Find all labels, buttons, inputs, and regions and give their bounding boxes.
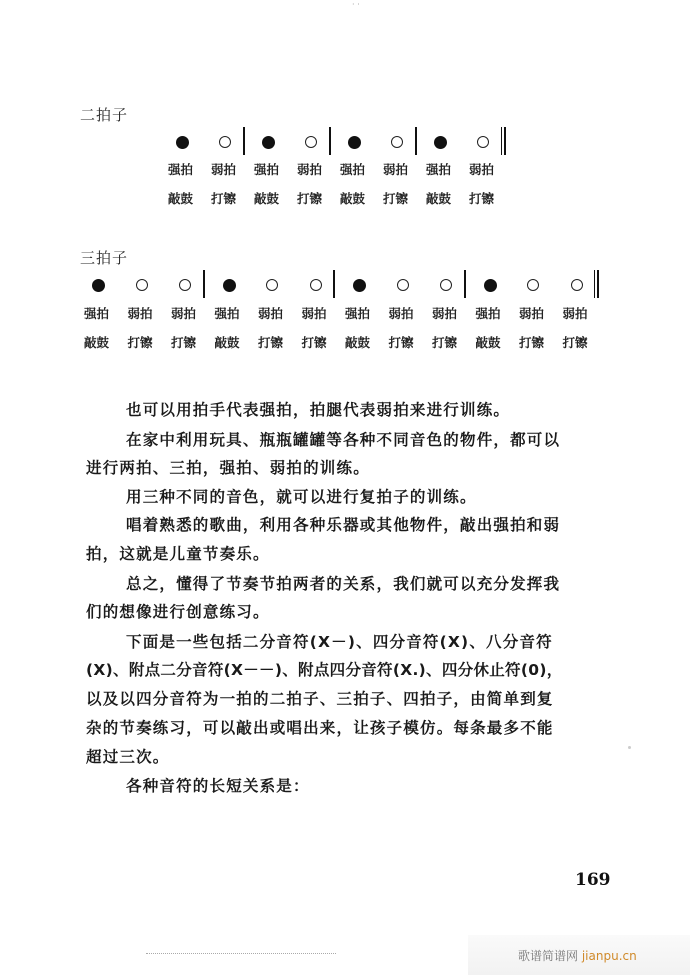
barline [203, 270, 205, 298]
triple-accent-row [84, 304, 612, 322]
action-label: 打镲 [297, 191, 323, 206]
strong-beat-icon [223, 279, 236, 292]
strong-beat-icon [434, 136, 447, 149]
accent-label: 弱拍 [432, 306, 458, 321]
action-label: 敲鼓 [214, 335, 240, 350]
action-label: 打镲 [469, 191, 495, 206]
header-mark: · · [352, 0, 360, 9]
accent-label: 弱拍 [297, 162, 323, 177]
body-line-2: 在家中利用玩具、瓶瓶罐罐等各种不同音色的物件，都可以 [126, 431, 561, 449]
barline [333, 270, 335, 298]
weak-beat-icon [397, 279, 409, 291]
action-label: 打镲 [211, 191, 237, 206]
weak-beat-icon [477, 136, 489, 148]
weak-beat-icon [571, 279, 583, 291]
accent-label: 弱拍 [171, 306, 197, 321]
body-line-1: 也可以用拍手代表强拍，拍腿代表弱拍来进行训练。 [126, 401, 511, 419]
page-number: 169 [575, 870, 611, 890]
strong-beat-icon [484, 279, 497, 292]
accent-label: 强拍 [426, 162, 452, 177]
accent-label: 弱拍 [301, 306, 327, 321]
weak-beat-icon [219, 136, 231, 148]
action-label: 敲鼓 [168, 191, 194, 206]
action-label: 打镲 [519, 335, 545, 350]
body-line-11: 以及以四分音符为一拍的二拍子、三拍子、四拍子，由简单到复 [86, 690, 554, 708]
strong-beat-icon [176, 136, 189, 149]
weak-beat-icon [136, 279, 148, 291]
duple-beat-row [176, 131, 516, 155]
watermark-latin: jianpu.cn [581, 949, 637, 963]
barline [329, 127, 331, 155]
body-line-6: 拍，这就是儿童节奏乐。 [86, 545, 270, 563]
accent-label: 强拍 [345, 306, 371, 321]
barline [243, 127, 245, 155]
body-line-12: 杂的节奏练习，可以敲出或唱出来，让孩子模仿。每条最多不能 [86, 719, 554, 737]
accent-label: 强拍 [214, 306, 240, 321]
weak-beat-icon [266, 279, 278, 291]
accent-label: 弱拍 [519, 306, 545, 321]
body-line-10: (X)、附点二分音符(X－－)、附点四分音符(X.)、四分休止符(0)， [86, 661, 563, 679]
barline [415, 127, 417, 155]
action-label: 敲鼓 [84, 335, 110, 350]
action-label: 打镲 [171, 335, 197, 350]
body-line-8: 们的想像进行创意练习。 [86, 603, 270, 621]
accent-label: 弱拍 [388, 306, 414, 321]
accent-label: 弱拍 [469, 162, 495, 177]
body-line-5: 唱着熟悉的歌曲，利用各种乐器或其他物件，敲出强拍和弱 [126, 516, 561, 534]
duple-accent-row [168, 160, 516, 178]
action-label: 打镲 [301, 335, 327, 350]
strong-beat-icon [353, 279, 366, 292]
final-barline [501, 127, 506, 155]
action-label: 打镲 [258, 335, 284, 350]
duple-meter-title: 二拍子 [80, 106, 129, 124]
action-label: 打镲 [432, 335, 458, 350]
accent-label: 弱拍 [383, 162, 409, 177]
accent-label: 弱拍 [127, 306, 153, 321]
weak-beat-icon [440, 279, 452, 291]
action-label: 敲鼓 [475, 335, 501, 350]
strong-beat-icon [348, 136, 361, 149]
footer-print-marks [146, 953, 336, 957]
triple-action-row [84, 333, 612, 351]
watermark [468, 935, 690, 975]
barline [464, 270, 466, 298]
accent-label: 强拍 [340, 162, 366, 177]
action-label: 打镲 [562, 335, 588, 350]
accent-label: 弱拍 [258, 306, 284, 321]
triple-meter-title: 三拍子 [80, 249, 129, 267]
weak-beat-icon [527, 279, 539, 291]
weak-beat-icon [391, 136, 403, 148]
strong-beat-icon [262, 136, 275, 149]
final-barline [594, 270, 599, 298]
accent-label: 强拍 [84, 306, 110, 321]
action-label: 敲鼓 [254, 191, 280, 206]
body-line-7: 总之，懂得了节奏节拍两者的关系，我们就可以充分发挥我 [126, 575, 561, 593]
body-line-13: 超过三次。 [86, 748, 170, 766]
body-line-9: 下面是一些包括二分音符(X－)、四分音符(X)、八分音符 [126, 633, 553, 651]
weak-beat-icon [310, 279, 322, 291]
weak-beat-icon [179, 279, 191, 291]
action-label: 打镲 [388, 335, 414, 350]
watermark-text [518, 947, 637, 964]
action-label: 打镲 [127, 335, 153, 350]
scan-speck [628, 746, 631, 749]
accent-label: 弱拍 [562, 306, 588, 321]
body-line-4: 用三种不同的音色，就可以进行复拍子的训练。 [126, 488, 477, 506]
watermark-cn: 歌谱简谱网 [518, 949, 579, 963]
duple-action-row [168, 189, 516, 207]
accent-label: 强拍 [254, 162, 280, 177]
action-label: 打镲 [383, 191, 409, 206]
action-label: 敲鼓 [345, 335, 371, 350]
weak-beat-icon [305, 136, 317, 148]
accent-label: 弱拍 [211, 162, 237, 177]
accent-label: 强拍 [168, 162, 194, 177]
action-label: 敲鼓 [340, 191, 366, 206]
action-label: 敲鼓 [426, 191, 452, 206]
strong-beat-icon [92, 279, 105, 292]
accent-label: 强拍 [475, 306, 501, 321]
body-line-14: 各种音符的长短关系是： [126, 777, 310, 795]
triple-beat-row [92, 274, 612, 298]
body-line-3: 进行两拍、三拍，强拍、弱拍的训练。 [86, 459, 370, 477]
